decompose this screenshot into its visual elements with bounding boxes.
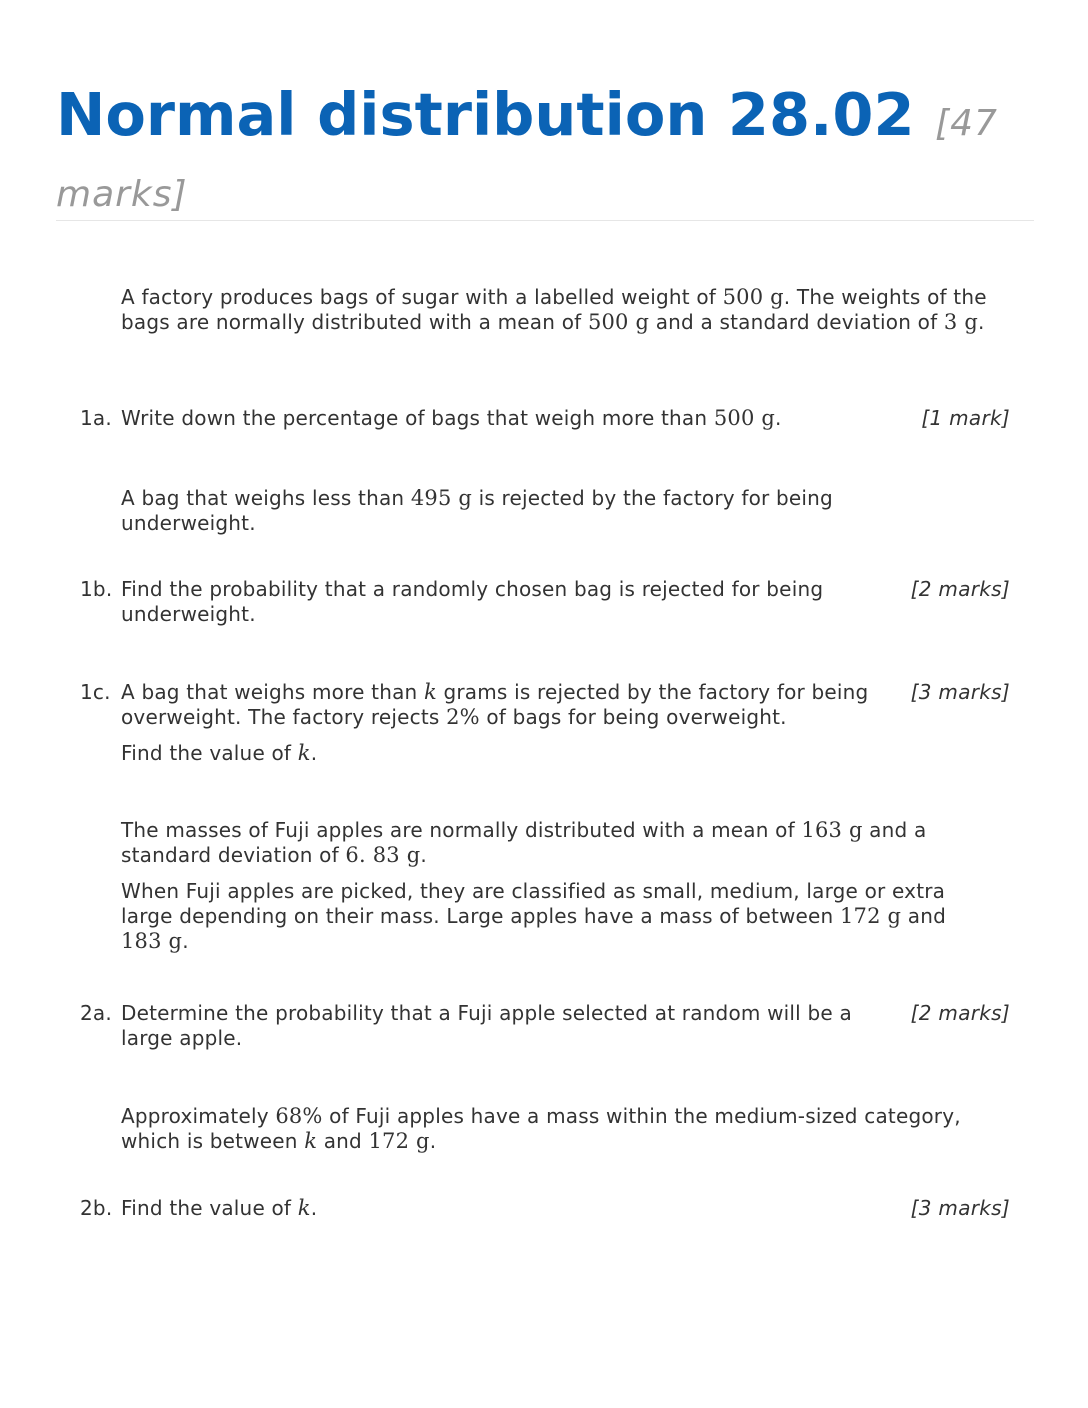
math: k: [297, 741, 311, 765]
math: 495 g: [410, 486, 473, 510]
question-number-1a: 1a.: [80, 406, 112, 430]
question-marks-2b: [3 marks]: [910, 1196, 1010, 1220]
math: k: [423, 680, 437, 704]
question-text-2b: Find the value of k.: [121, 1196, 318, 1220]
question-marks-2a: [2 marks]: [910, 1001, 1010, 1025]
question-marks-1a: [1 mark]: [921, 406, 1010, 430]
math: k: [297, 1196, 311, 1220]
math: 172 g: [368, 1129, 430, 1153]
intro-medium-apples: Approximately 68% of Fuji apples have a mass within the medium-sized category, which is between k and 172 g.: [121, 1104, 961, 1153]
intro-underweight: A bag that weighs less than 495 g is rejected by the factory for being underweight.: [121, 486, 833, 535]
math: 2%: [446, 705, 480, 729]
question-number-2b: 2b.: [80, 1196, 113, 1220]
math: 172 g: [840, 904, 902, 928]
question-number-1c: 1c.: [80, 680, 111, 704]
question-number-1b: 1b.: [80, 577, 113, 601]
math: 3 g: [943, 310, 979, 334]
intro-fuji-apples: The masses of Fuji apples are normally distributed with a mean of 163 g and a standard deviation of 6. 83 g. When Fuji apples are picked, they are classified as small, medium, large or extra large depending on their mass. Large apples have a mass of between 172 g and 183 g.: [121, 818, 946, 953]
total-marks: [47 marks]: [56, 103, 998, 215]
math: 163 g: [801, 818, 863, 842]
question-text-1c: A bag that weighs more than k grams is rejected by the factory for being overweight. The factory rejects 2% of bags for being overweight. Find the value of k.: [121, 680, 869, 765]
math: 500 g: [587, 310, 650, 334]
math: 500 g: [722, 285, 784, 309]
question-text-2a: Determine the probability that a Fuji apple selected at random will be a large apple.: [121, 1001, 852, 1050]
intro-sugar-bags: [121, 285, 999, 335]
math: 500 g: [713, 406, 776, 430]
question-marks-1b: [2 marks]: [910, 577, 1010, 601]
math: 6. 83 g: [345, 843, 421, 867]
math: 68%: [275, 1104, 323, 1128]
question-number-2a: 2a.: [80, 1001, 112, 1025]
title-text: Normal distribution 28.02: [56, 80, 915, 149]
question-marks-1c: [3 marks]: [910, 680, 1010, 704]
math: k: [304, 1129, 318, 1153]
question-text-1b: Find the probability that a randomly chosen bag is rejected for being underweight.: [121, 577, 824, 626]
page-title: [56, 80, 1016, 226]
title-divider: [56, 220, 1034, 221]
intro-sugar-text: A factory produces bags of sugar with a labelled weight of 500 g. The weights of the bags are normally distributed with a mean of 500 g and a standard deviation of 3 g.: [121, 285, 987, 334]
question-text-1a: Write down the percentage of bags that weigh more than 500 g.: [121, 406, 782, 430]
math: 183 g: [121, 929, 183, 953]
